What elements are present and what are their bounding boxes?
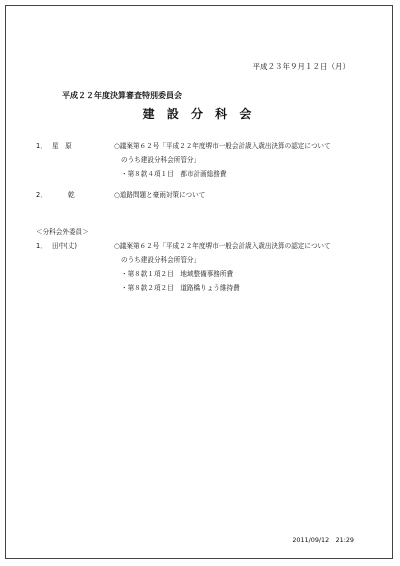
- outside-item-1-name: 田中(丈): [52, 242, 77, 250]
- outside-item-1-line-1: ○議案第６２号「平成２２年度堺市一般会計歳入歳出決算の認定について: [114, 242, 331, 250]
- subcommittee-title: 建 設 分 科 会: [142, 107, 256, 121]
- outside-item-1-line-4: ・第８款２項２目 道路橋りょう維持費: [121, 284, 240, 292]
- outside-members-heading: ＜分科会外委員＞: [36, 228, 89, 236]
- document-page: [5, 5, 393, 559]
- item-1-line-2: のうち建設分科会所管分」: [121, 156, 201, 164]
- item-2-line-1: ○道路問題と豪雨対策について: [114, 191, 206, 199]
- item-2-number: 2．: [36, 191, 47, 199]
- item-1-line-1: ○議案第６２号「平成２２年度堺市一般会計歳入歳出決算の認定について: [114, 142, 331, 150]
- item-2-name: 乾: [68, 191, 75, 199]
- item-1-number: 1．: [36, 142, 47, 150]
- item-1-name: 星 原: [52, 142, 72, 150]
- item-1-line-3: ・第８款４項１目 都市計画総務費: [121, 170, 227, 178]
- outside-item-1-number: 1．: [36, 242, 47, 250]
- print-timestamp: 2011/09/12 21:29: [292, 536, 354, 544]
- outside-item-1-line-3: ・第８款１項２目 地域整備事務所費: [121, 270, 234, 278]
- document-date: 平成２３年９月１２日（月）: [252, 62, 350, 71]
- committee-title: 平成２２年度決算審査特別委員会: [62, 91, 182, 100]
- outside-item-1-line-2: のうち建設分科会所管分」: [121, 256, 201, 264]
